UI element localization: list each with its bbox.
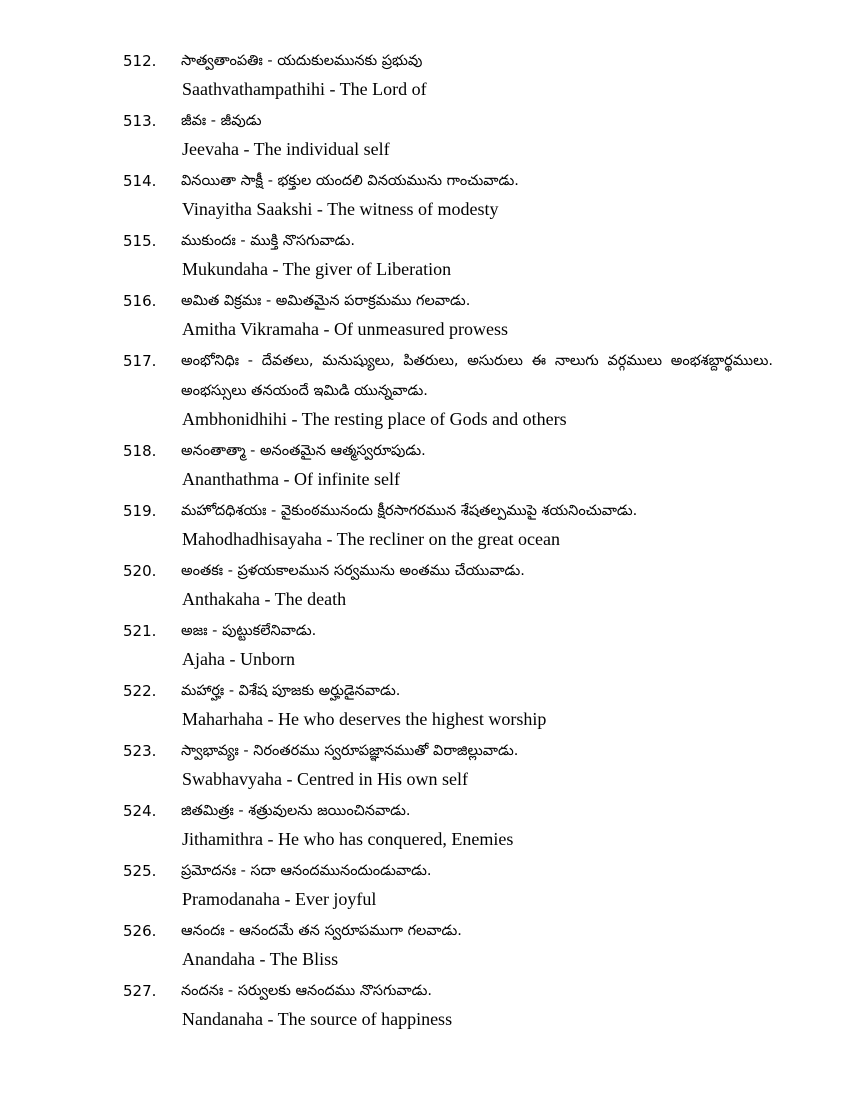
entry-number: 518. xyxy=(123,442,157,460)
entry-number: 515. xyxy=(123,232,157,250)
telugu-meaning: ముకుందః - ముక్తి నొసగువాడు. xyxy=(181,233,356,249)
english-meaning: Ananthathma - Of infinite self xyxy=(182,469,400,489)
english-meaning: Ambhonidhihi - The resting place of Gods and others xyxy=(182,409,567,429)
telugu-meaning: స్వాభావ్యః - నిరంతరము స్వరూపజ్ఞానముతో విరాజిల్లువాడు. xyxy=(181,743,519,759)
telugu-meaning: వినయితా సాక్షీ - భక్తుల యందలి వినయమును గాంచువాడు. xyxy=(181,173,519,189)
english-meaning: Amitha Vikramaha - Of unmeasured prowess xyxy=(182,319,508,339)
entry-number: 525. xyxy=(123,862,157,880)
entry-number: 516. xyxy=(123,292,157,310)
english-meaning: Pramodanaha - Ever joyful xyxy=(182,889,377,909)
entry-number: 524. xyxy=(123,802,157,820)
telugu-meaning: అనంతాత్మా - అనంతమైన ఆత్మస్వరూపుడు. xyxy=(181,443,426,459)
telugu-meaning: అమిత విక్రమః - అమితమైన పరాక్రమము గలవాడు. xyxy=(181,293,471,309)
entry-number: 520. xyxy=(123,562,157,580)
english-meaning: Ajaha - Unborn xyxy=(182,649,295,669)
entry-number: 514. xyxy=(123,172,157,190)
telugu-meaning: అజః - పుట్టుకలేనివాడు. xyxy=(181,623,317,639)
telugu-meaning: ఆనందః - ఆనందమే తన స్వరూపముగా గలవాడు. xyxy=(181,923,462,939)
english-meaning: Vinayitha Saakshi - The witness of modesty xyxy=(182,199,499,219)
english-meaning: Mahodhadhisayaha - The recliner on the great ocean xyxy=(182,529,560,549)
entry-number: 519. xyxy=(123,502,157,520)
entry-number: 526. xyxy=(123,922,157,940)
english-meaning: Anandaha - The Bliss xyxy=(182,949,339,969)
entry-number: 512. xyxy=(123,52,157,70)
entry-number: 521. xyxy=(123,622,157,640)
telugu-meaning: జితమిత్రః - శత్రువులను జయించినవాడు. xyxy=(181,803,411,819)
entry-number: 517. xyxy=(123,352,157,370)
english-meaning: Nandanaha - The source of happiness xyxy=(182,1009,453,1029)
english-meaning: Mukundaha - The giver of Liberation xyxy=(182,259,452,279)
entry-number: 527. xyxy=(123,982,157,1000)
telugu-meaning: మహోదధిశయః - వైకుంఠమునందు క్షీరసాగరమున శేషతల్పముపై శయనించువాడు. xyxy=(181,503,638,519)
telugu-meaning: జీవః - జీవుడు xyxy=(181,113,262,129)
telugu-meaning: ప్రమోదనః - సదా ఆనందమునందుండువాడు. xyxy=(181,863,432,879)
telugu-meaning: సాత్వతాంపతిః - యదుకులమునకు ప్రభువు xyxy=(181,53,423,69)
entry-number: 513. xyxy=(123,112,157,130)
english-meaning: Jeevaha - The individual self xyxy=(182,139,390,159)
english-meaning: Maharhaha - He who deserves the highest worship xyxy=(182,709,547,729)
telugu-meaning: మహార్హః - విశేష పూజకు అర్హుడైనవాడు. xyxy=(181,683,401,699)
entry-number: 523. xyxy=(123,742,157,760)
telugu-meaning: అంభోనిధిః - దేవతలు, మనుష్యులు, పితరులు, అసురులు ఈ నాలుగు వర్గములు అంభశబ్దార్థములు. అంభస్సులు తనయందే ఇమిడి యున్నవాడు. xyxy=(181,353,773,399)
english-meaning: Anthakaha - The death xyxy=(182,589,347,609)
english-meaning: Swabhavyaha - Centred in His own self xyxy=(182,769,468,789)
entry-number: 522. xyxy=(123,682,157,700)
english-meaning: Jithamithra - He who has conquered, Enemies xyxy=(182,829,514,849)
english-meaning: Saathvathampathihi - The Lord of xyxy=(182,79,427,99)
telugu-meaning: నందనః - సర్వులకు ఆనందము నొసగువాడు. xyxy=(181,983,432,999)
telugu-meaning: అంతకః - ప్రళయకాలమున సర్వమును అంతము చేయువాడు. xyxy=(181,563,525,579)
